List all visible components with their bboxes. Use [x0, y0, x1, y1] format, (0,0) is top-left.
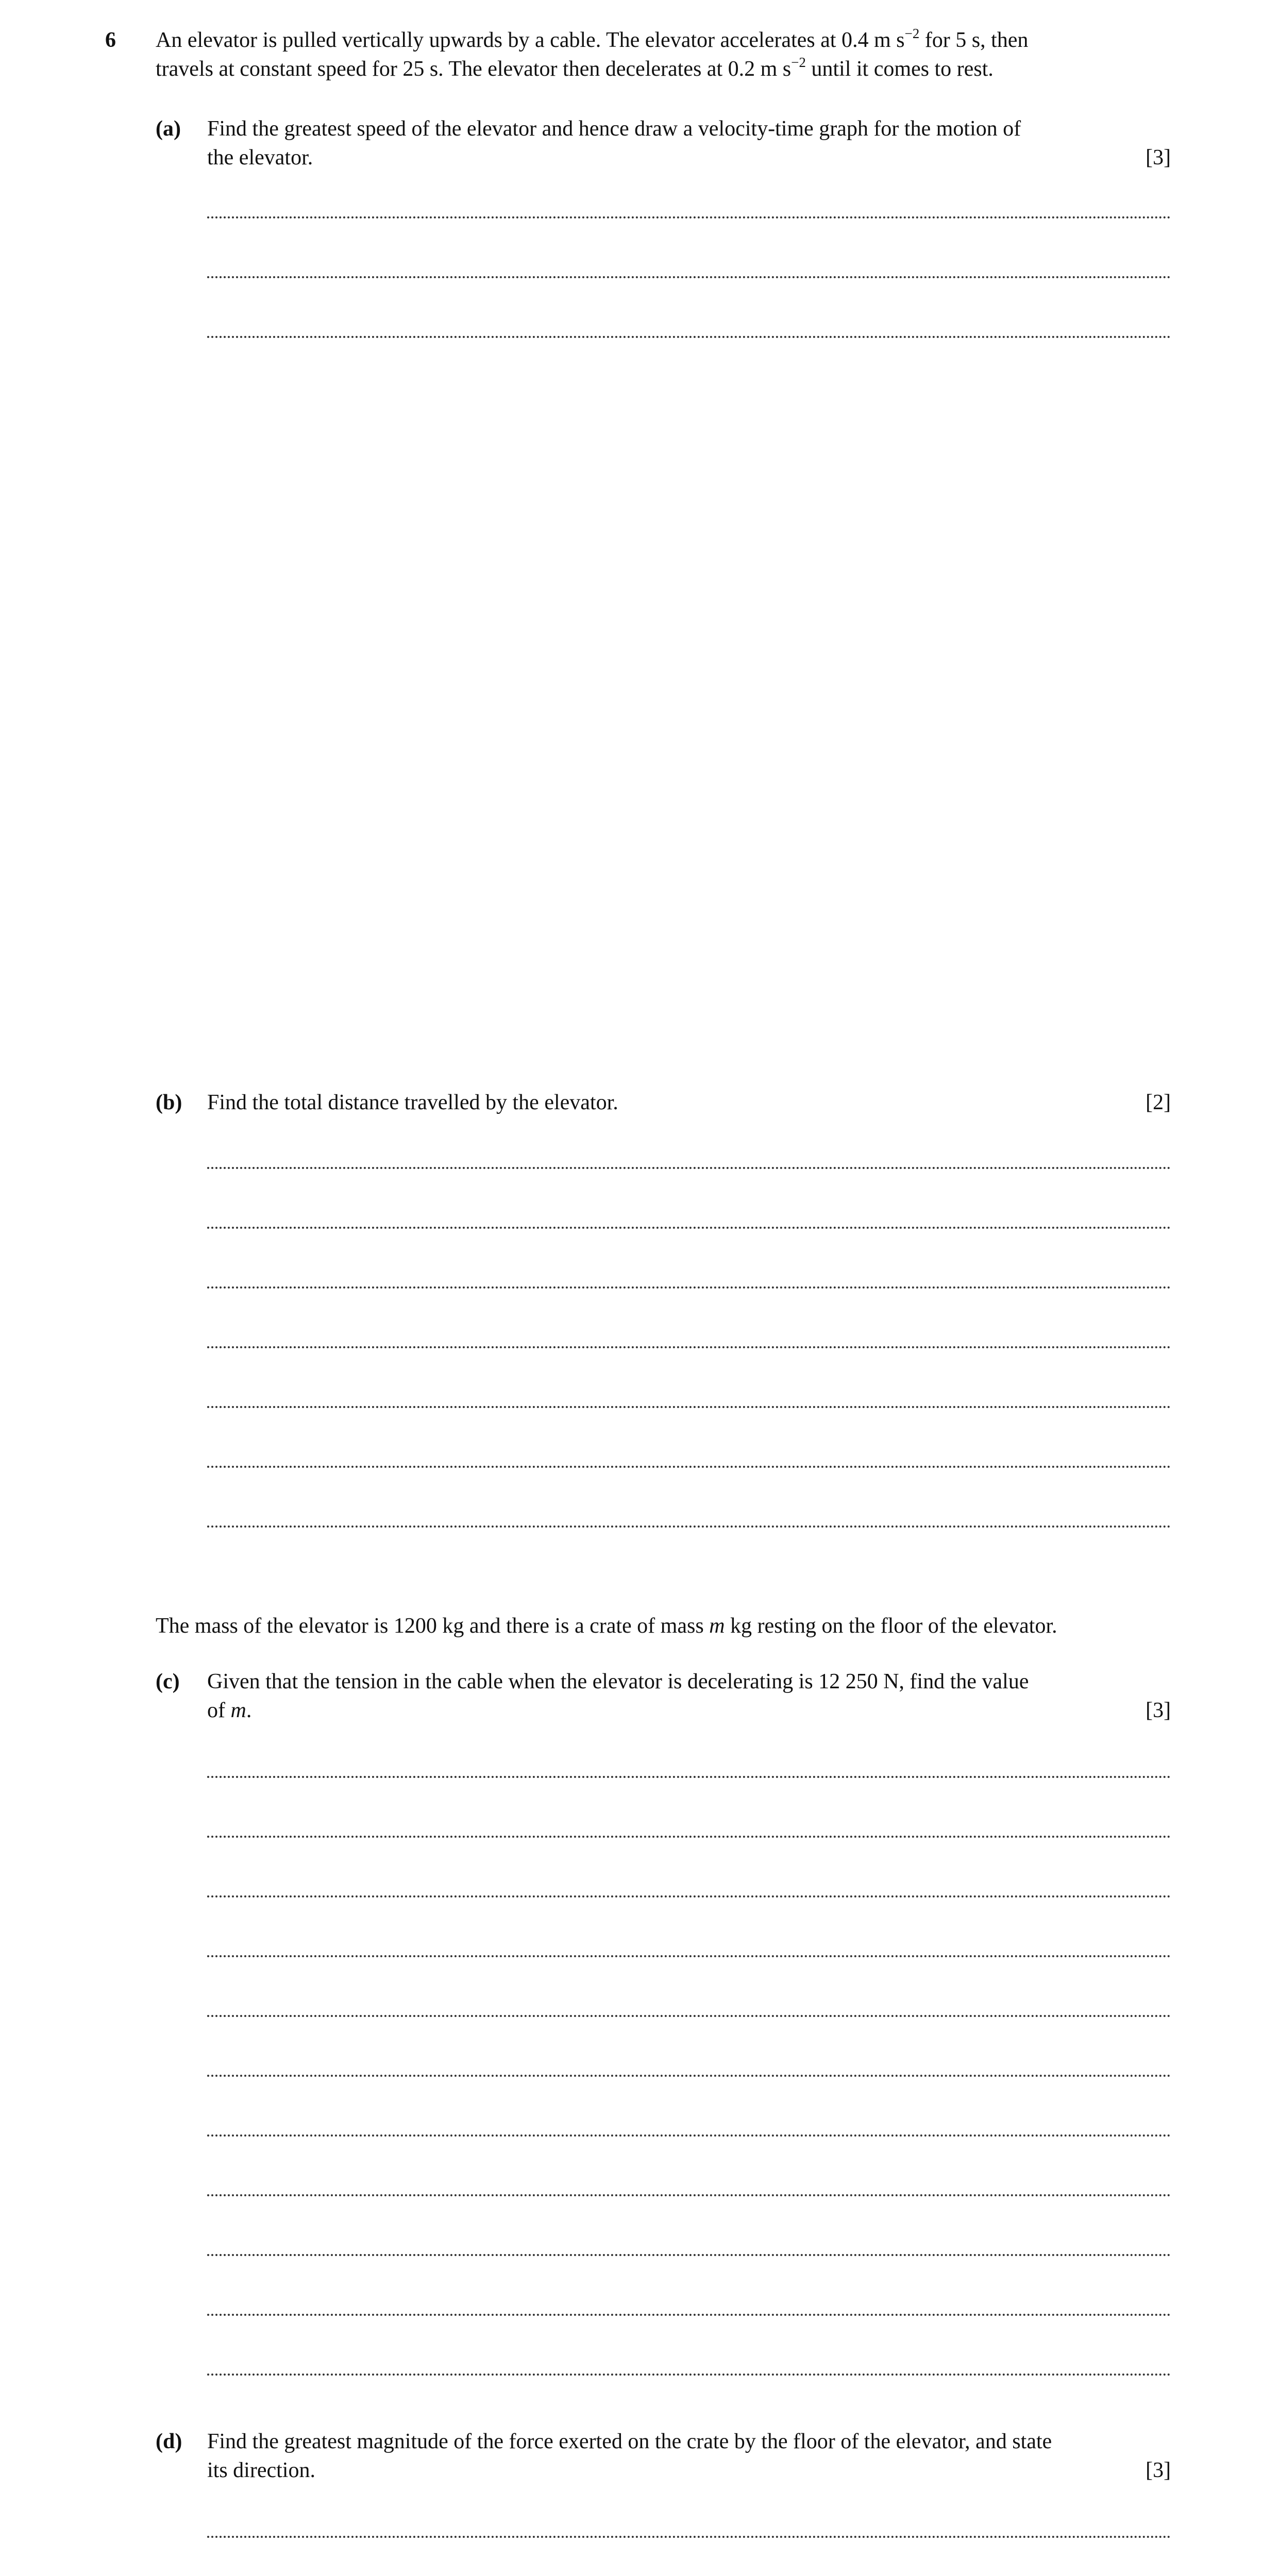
answer-line[interactable] — [207, 1526, 1171, 1585]
part-b-label: (b) — [156, 1091, 182, 1114]
part-d-question — [207, 2427, 1171, 2485]
answer-line[interactable] — [207, 1346, 1171, 1406]
answer-line[interactable] — [207, 2254, 1171, 2314]
context-statement — [156, 1612, 1171, 1640]
answer-line[interactable] — [207, 216, 1171, 276]
stem-line-1-text: An elevator is pulled vertically upwards by a cable. The elevator accelerates at 0.4 m s — [156, 28, 905, 52]
stem-line-2-text: travels at constant speed for 25 s. The elevator then decelerates at 0.2 m s — [156, 57, 792, 81]
stem-line-2-tail: until it comes to rest. — [805, 57, 994, 81]
statement-tail: kg resting on the floor of the elevator. — [725, 1614, 1057, 1638]
answer-line[interactable] — [207, 2194, 1171, 2254]
part-c-line-2-text: of — [207, 1699, 231, 1722]
answer-line[interactable] — [207, 1286, 1171, 1346]
answer-line[interactable] — [207, 2134, 1171, 2194]
answer-line[interactable] — [207, 1167, 1171, 1227]
part-c-line-1: Given that the tension in the cable when the elevator is decelerating is 12 250 N, find the value — [207, 1670, 1029, 1693]
part-d-line-2: its direction. — [207, 2459, 315, 2482]
answer-line[interactable] — [207, 2536, 1171, 2576]
answer-line[interactable] — [207, 1955, 1171, 2015]
stem-line-1-tail: for 5 s, then — [919, 28, 1029, 52]
answer-line[interactable] — [207, 1406, 1171, 1466]
stem-line-2 — [156, 55, 1171, 83]
part-d-line-1: Find the greatest magnitude of the force exerted on the crate by the floor of the elevator, and state — [207, 2430, 1052, 2453]
answer-line[interactable] — [207, 1836, 1171, 1895]
part-a-answer-lines — [207, 216, 1171, 396]
part-c-marks: [3] — [1146, 1699, 1171, 1722]
part-a-marks: [3] — [1146, 146, 1171, 170]
stem-line-1 — [156, 26, 1171, 55]
part-b-marks: [2] — [1146, 1091, 1171, 1114]
answer-line[interactable] — [207, 336, 1171, 396]
part-d-marks: [3] — [1146, 2459, 1171, 2482]
part-a-line-1: Find the greatest speed of the elevator and hence draw a velocity-time graph for the motion of — [207, 117, 1021, 141]
stem-line-2-exponent: −2 — [791, 55, 806, 70]
part-d-answer-lines — [207, 2536, 1171, 2576]
statement-text: The mass of the elevator is 1200 kg and there is a crate of mass — [156, 1614, 710, 1638]
part-a-label: (a) — [156, 117, 181, 141]
answer-line[interactable] — [207, 2015, 1171, 2075]
part-c-line-2-tail: . — [246, 1699, 252, 1722]
part-d-label: (d) — [156, 2430, 182, 2453]
answer-line[interactable] — [207, 1466, 1171, 1526]
answer-line[interactable] — [207, 1776, 1171, 1836]
answer-line[interactable] — [207, 2075, 1171, 2134]
part-c-variable: m — [230, 1699, 246, 1722]
part-a-question — [207, 114, 1171, 172]
stem-line-1-exponent: −2 — [904, 26, 920, 41]
part-c-label: (c) — [156, 1670, 180, 1693]
statement-variable: m — [709, 1614, 725, 1638]
part-c-line-2 — [207, 1696, 251, 1725]
part-a-line-2: the elevator. — [207, 146, 313, 170]
part-b-question — [207, 1088, 1171, 1117]
question-number: 6 — [105, 28, 116, 52]
answer-line[interactable] — [207, 1895, 1171, 1955]
part-c-answer-lines — [207, 1776, 1171, 2433]
answer-line[interactable] — [207, 276, 1171, 336]
answer-line[interactable] — [207, 1227, 1171, 1286]
part-c-question — [207, 1667, 1171, 1725]
answer-line[interactable] — [207, 2374, 1171, 2433]
part-b-line-1: Find the total distance travelled by the elevator. — [207, 1091, 618, 1114]
answer-line[interactable] — [207, 2314, 1171, 2374]
question-stem — [156, 26, 1171, 83]
part-b-answer-lines — [207, 1167, 1171, 1585]
